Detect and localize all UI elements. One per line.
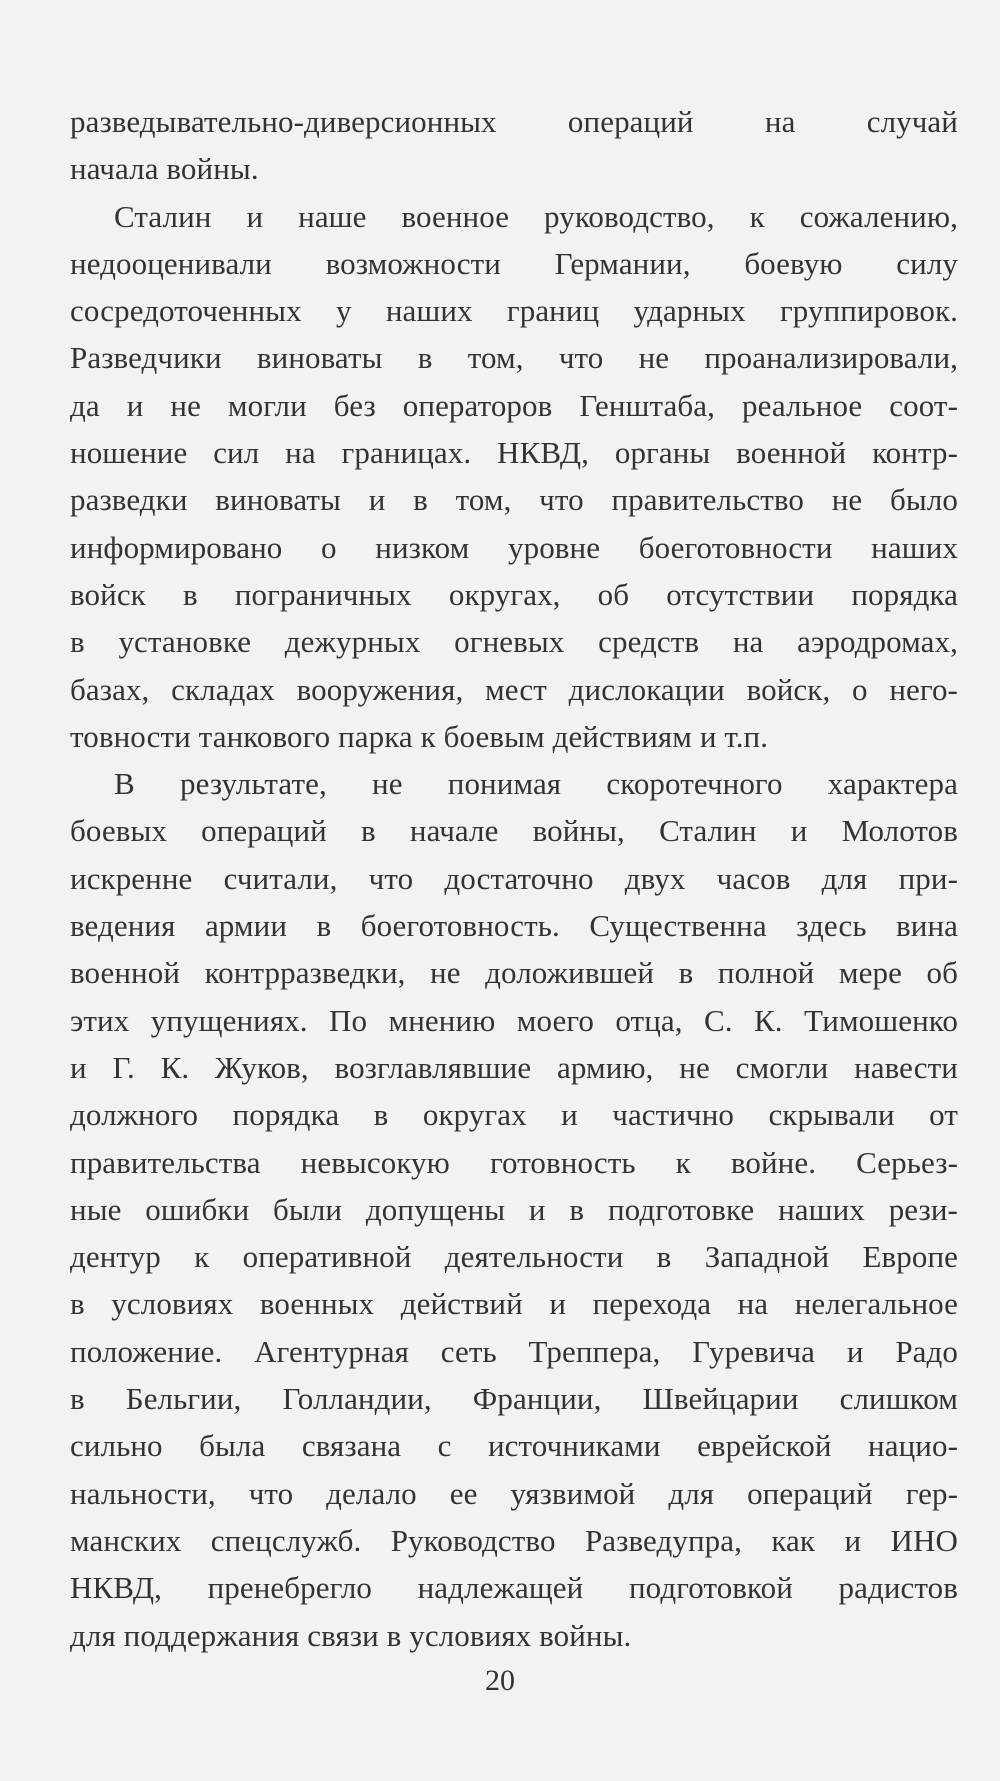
text-line: базах, складах вооружения, мест дислокации войск, о него- — [70, 671, 958, 707]
text-line: должного порядка в округах и частично скрывали от — [70, 1097, 958, 1133]
text-line: в Бельгии, Голландии, Франции, Швейцарии слишком — [70, 1381, 958, 1417]
text-line: ные ошибки были допущены и в подготовке наших рези- — [70, 1191, 958, 1227]
text-line: разведывательно-диверсионных операций на случай — [70, 104, 958, 139]
text-line: В результате, не понимая скоротечного характера — [114, 766, 958, 802]
text-line: начала войны. — [70, 151, 259, 187]
text-line: недооценивали возможности Германии, боевую силу — [70, 245, 958, 281]
text-line: разведки виноваты и в том, что правительство не было — [70, 482, 958, 518]
text-line: сосредоточенных у наших границ ударных группировок. — [70, 293, 958, 329]
text-line: Разведчики виноваты в том, что не проанализировали, — [70, 340, 958, 376]
text-line: для поддержания связи в условиях войны. — [70, 1617, 632, 1653]
text-line: военной контрразведки, не доложившей в полной мере об — [70, 955, 958, 991]
paragraph — [70, 193, 958, 761]
text-line: информировано о низком уровне боеготовности наших — [70, 529, 958, 565]
text-line: ведения армии в боеготовность. Существенна здесь вина — [70, 908, 958, 944]
text-line: в условиях военных действий и перехода на нелегальное — [70, 1286, 958, 1322]
text-line: в установке дежурных огневых средств на аэродромах, — [70, 624, 958, 660]
text-line: дентур к оперативной деятельности в Западной Европе — [70, 1239, 958, 1275]
text-line: товности танкового парка к боевым действиям и т.п. — [70, 718, 769, 754]
text-line: да и не могли без операторов Генштаба, реальное соот- — [70, 387, 958, 423]
text-line: искренне считали, что достаточно двух часов для при- — [70, 860, 958, 896]
text-line: положение. Агентурная сеть Треппера, Гуревича и Радо — [70, 1333, 958, 1369]
text-line: ношение сил на границах. НКВД, органы военной контр- — [70, 435, 958, 471]
text-line: и Г. К. Жуков, возглавлявшие армию, не смогли навести — [70, 1049, 958, 1085]
text-line: войск в пограничных округах, об отсутствии порядка — [70, 576, 958, 612]
text-line: сильно была связана с источниками еврейской нацио- — [70, 1428, 958, 1464]
text-line: НКВД, пренебрегло надлежащей подготовкой радистов — [70, 1570, 958, 1606]
text-line: нальности, что делало ее уязвимой для операций гер- — [70, 1475, 958, 1511]
body-text — [70, 98, 958, 1659]
paragraph — [70, 760, 958, 1659]
text-line: Сталин и наше военное руководство, к сожалению, — [114, 198, 958, 234]
paragraph — [70, 98, 958, 193]
text-line: этих упущениях. По мнению моего отца, С. К. Тимошенко — [70, 1002, 958, 1038]
text-line: правительства невысокую готовность к войне. Серьез- — [70, 1144, 958, 1180]
text-line: боевых операций в начале войны, Сталин и Молотов — [70, 813, 958, 849]
page-number: 20 — [485, 1664, 515, 1697]
text-line: манских спецслужб. Руководство Разведупра, как и ИНО — [70, 1522, 958, 1558]
